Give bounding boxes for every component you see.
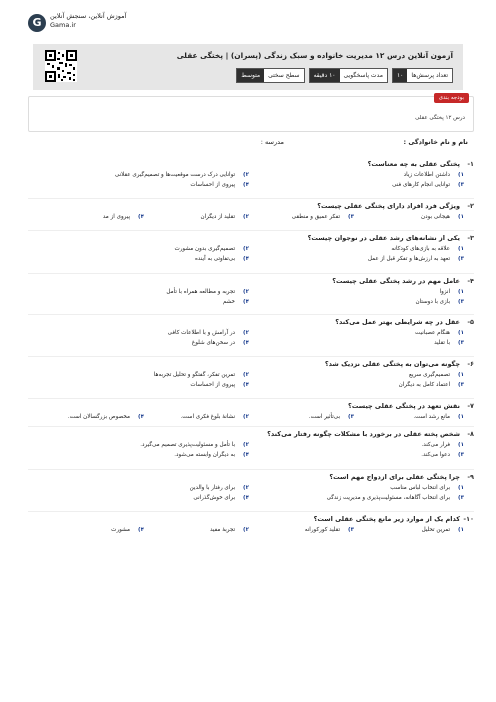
option-3[interactable] bbox=[327, 495, 464, 501]
question-divider bbox=[28, 356, 474, 357]
exam-title: آزمون آنلاین درس ۱۲ مدیریت خانواده و سبک زندگی (پسران) | پختگی عقلی bbox=[176, 51, 453, 60]
option-text: تمرین تحلیل bbox=[421, 527, 451, 533]
option-number: ۱) bbox=[458, 172, 464, 178]
option-number: ۱) bbox=[458, 330, 464, 336]
option-4[interactable] bbox=[111, 527, 144, 533]
option-number: ۳) bbox=[348, 414, 354, 420]
option-number: ۴) bbox=[243, 340, 249, 346]
option-number: ۱) bbox=[458, 214, 464, 220]
budget-badge: بودجه بندی bbox=[434, 93, 469, 103]
question-text: عامل مهم در رشد پختگی عقلی چیست؟ bbox=[332, 277, 460, 285]
option-4[interactable] bbox=[192, 340, 249, 346]
option-2[interactable] bbox=[190, 485, 249, 491]
question-divider bbox=[28, 273, 474, 274]
option-text: بی‌تأثیر است. bbox=[308, 414, 341, 420]
option-number: ۲) bbox=[243, 172, 249, 178]
option-number: ۲) bbox=[243, 414, 249, 420]
option-text: برای رفتار با والدین bbox=[189, 485, 236, 491]
option-text: پیروی از احساسات bbox=[190, 182, 236, 188]
option-text: تفکر عمیق و منطقی bbox=[291, 214, 341, 220]
question-number: ۵- bbox=[467, 318, 474, 326]
chip-question-count bbox=[392, 68, 453, 83]
option-4[interactable] bbox=[193, 495, 249, 501]
option-3[interactable] bbox=[399, 382, 464, 388]
question-divider bbox=[28, 398, 474, 399]
option-text: توانایی انجام کارهای فنی bbox=[392, 182, 451, 188]
option-1[interactable] bbox=[422, 527, 464, 533]
student-info-row bbox=[28, 138, 474, 150]
option-text: پیروی از مد bbox=[102, 214, 131, 220]
option-3[interactable] bbox=[415, 299, 464, 305]
option-2[interactable] bbox=[210, 527, 249, 533]
question-divider bbox=[28, 230, 474, 231]
question-text: چگونه می‌توان به پختگی عقلی نزدیک شد؟ bbox=[324, 360, 460, 368]
question-number: ۱- bbox=[467, 160, 474, 168]
question-number: ۱۰- bbox=[463, 515, 474, 523]
question-number: ۷- bbox=[467, 402, 474, 410]
question-text: یکی از نشانه‌های رشد عقلی در نوجوان چیست؟ bbox=[307, 234, 460, 242]
option-3[interactable] bbox=[305, 527, 354, 533]
question-number: ۸- bbox=[467, 430, 474, 438]
option-text: خشم bbox=[222, 299, 236, 305]
option-2[interactable] bbox=[174, 246, 249, 252]
option-number: ۳) bbox=[458, 452, 464, 458]
option-4[interactable] bbox=[174, 452, 249, 458]
option-number: ۳) bbox=[458, 495, 464, 501]
option-text: بی‌تفاوتی به آینده bbox=[195, 256, 236, 262]
option-2[interactable] bbox=[140, 442, 249, 448]
question-text: عقل در چه شرایطی بهتر عمل می‌کند؟ bbox=[335, 318, 460, 326]
option-text: اعتماد کامل به دیگران bbox=[398, 382, 451, 388]
option-text: توانایی درک درست موقعیت‌ها و تصمیم‌گیری عقلانی bbox=[114, 172, 236, 178]
brand-text bbox=[50, 12, 126, 30]
option-text: نشانهٔ بلوغ فکری است. bbox=[180, 414, 236, 420]
chip-label: مدت پاسخگویی bbox=[340, 69, 387, 82]
option-4[interactable] bbox=[195, 256, 249, 262]
option-2[interactable] bbox=[115, 172, 249, 178]
chip-value: متوسط bbox=[237, 69, 264, 82]
option-number: ۴) bbox=[243, 452, 249, 458]
option-number: ۲) bbox=[243, 246, 249, 252]
question-number: ۳- bbox=[467, 234, 474, 242]
option-text: تقلید کورکورانه bbox=[304, 527, 341, 533]
chip-value: ۱۰ bbox=[393, 69, 407, 82]
option-text: برای خوش‌گذرانی bbox=[193, 495, 236, 501]
option-3[interactable] bbox=[434, 340, 464, 346]
option-number: ۳) bbox=[458, 340, 464, 346]
option-number: ۴) bbox=[243, 182, 249, 188]
option-text: تعهد به ارزش‌ها و تفکر قبل از عمل bbox=[367, 256, 451, 262]
option-number: ۴) bbox=[243, 382, 249, 388]
option-2[interactable] bbox=[166, 289, 249, 295]
student-name-label: نام و نام خانوادگی : bbox=[403, 138, 468, 146]
option-text: انزوا bbox=[439, 289, 451, 295]
option-number: ۴) bbox=[243, 495, 249, 501]
option-number: ۱) bbox=[458, 246, 464, 252]
qr-code-icon bbox=[45, 50, 77, 82]
option-text: علاقه به بازی‌های کودکانه bbox=[391, 246, 451, 252]
option-4[interactable] bbox=[68, 414, 144, 420]
option-number: ۲) bbox=[243, 372, 249, 378]
option-number: ۳) bbox=[458, 256, 464, 262]
question-text: چرا پختگی عقلی برای ازدواج مهم است؟ bbox=[329, 473, 460, 481]
option-number: ۲) bbox=[243, 330, 249, 336]
option-text: مخصوص بزرگسالان است. bbox=[67, 414, 131, 420]
option-number: ۳) bbox=[348, 214, 354, 220]
option-1[interactable] bbox=[390, 485, 464, 491]
option-text: تقلید از دیگران bbox=[200, 214, 236, 220]
question-text: کدام یک از موارد زیر مانع پختگی عقلی است؟ bbox=[313, 515, 460, 523]
option-number: ۳) bbox=[458, 182, 464, 188]
option-4[interactable] bbox=[103, 214, 144, 220]
option-text: برای انتخاب آگاهانه، مسئولیت‌پذیری و مدیریت زندگی bbox=[326, 495, 451, 501]
option-number: ۴) bbox=[138, 214, 144, 220]
option-text: با تأمل و مسئولیت‌پذیری تصمیم می‌گیرد. bbox=[140, 442, 236, 448]
question-divider bbox=[28, 314, 474, 315]
option-1[interactable] bbox=[404, 172, 464, 178]
option-text: بازی با دوستان bbox=[415, 299, 451, 305]
option-2[interactable] bbox=[168, 330, 249, 336]
option-number: ۲) bbox=[243, 442, 249, 448]
brand-tagline: آموزش آنلاین، سنجش آنلاین bbox=[50, 12, 127, 20]
exam-meta-chips bbox=[236, 68, 453, 83]
option-number: ۱) bbox=[458, 289, 464, 295]
option-number: ۴) bbox=[138, 527, 144, 533]
option-text: تصمیم‌گیری بدون مشورت bbox=[174, 246, 236, 252]
question-number: ۶- bbox=[467, 360, 474, 368]
option-number: ۳) bbox=[348, 527, 354, 533]
chip-duration bbox=[309, 68, 388, 83]
option-number: ۲) bbox=[243, 289, 249, 295]
option-2[interactable] bbox=[200, 214, 249, 220]
question-text: پختگی عقلی به چه معناست؟ bbox=[367, 160, 460, 168]
question-divider bbox=[28, 426, 474, 427]
option-3[interactable] bbox=[392, 182, 464, 188]
gama-logo-icon: G bbox=[28, 14, 46, 32]
option-text: برای انتخاب لباس مناسب bbox=[390, 485, 451, 491]
exam-header bbox=[33, 44, 463, 90]
option-3[interactable] bbox=[368, 256, 464, 262]
option-4[interactable] bbox=[223, 299, 249, 305]
option-1[interactable] bbox=[415, 330, 464, 336]
option-3[interactable] bbox=[292, 214, 354, 220]
question-text: نقش تعهد در پختگی عقلی چیست؟ bbox=[348, 402, 460, 410]
option-text: تجربه و مطالعه همراه با تأمل bbox=[166, 289, 236, 295]
option-number: ۲) bbox=[243, 527, 249, 533]
option-number: ۴) bbox=[243, 299, 249, 305]
brand-site: Gama.ir bbox=[50, 21, 76, 29]
option-text: تمرین تفکر، گفتگو و تحلیل تجربه‌ها bbox=[153, 372, 236, 378]
option-number: ۲) bbox=[243, 214, 249, 220]
option-text: تجربهٔ مفید bbox=[209, 527, 236, 533]
option-4[interactable] bbox=[190, 382, 249, 388]
option-1[interactable] bbox=[391, 246, 464, 252]
option-number: ۴) bbox=[138, 414, 144, 420]
chip-label: تعداد پرسش‌ها bbox=[407, 69, 452, 82]
option-text: مشورت bbox=[111, 527, 131, 533]
option-1[interactable] bbox=[409, 372, 464, 378]
option-2[interactable] bbox=[154, 372, 249, 378]
chip-label: سطح سختی bbox=[264, 69, 303, 82]
option-text: داشتن اطلاعات زیاد bbox=[403, 172, 451, 178]
option-number: ۱) bbox=[458, 372, 464, 378]
budget-line: درس ۱۲ پختگی عقلی bbox=[415, 115, 465, 121]
option-number: ۱) bbox=[458, 442, 464, 448]
option-3[interactable] bbox=[421, 452, 464, 458]
question-divider bbox=[28, 198, 474, 199]
option-text: در سخن‌های شلوغ bbox=[191, 340, 236, 346]
question-divider bbox=[28, 469, 474, 470]
question-number: ۴- bbox=[467, 277, 474, 285]
option-text: مانع رشد است. bbox=[413, 414, 451, 420]
option-text: هنگام عصبانیت bbox=[415, 330, 451, 336]
option-text: در آرامش و با اطلاعات کافی bbox=[167, 330, 236, 336]
option-number: ۳) bbox=[458, 299, 464, 305]
option-number: ۴) bbox=[243, 256, 249, 262]
option-text: به دیگران وابسته می‌شود. bbox=[174, 452, 236, 458]
option-number: ۱) bbox=[458, 485, 464, 491]
option-3[interactable] bbox=[309, 414, 354, 420]
brand-bar bbox=[28, 8, 468, 42]
option-text: دعوا می‌کند. bbox=[421, 452, 451, 458]
chip-value: ۱۰ دقیقه bbox=[310, 69, 340, 82]
question-number: ۲- bbox=[467, 202, 474, 210]
question-number: ۹- bbox=[467, 473, 474, 481]
question-text: ویژگی فرد افراد دارای پختگی عقلی چیست؟ bbox=[317, 202, 460, 210]
budget-box bbox=[28, 96, 474, 132]
option-text: پیروی از احساسات bbox=[190, 382, 236, 388]
option-1[interactable] bbox=[421, 442, 464, 448]
option-2[interactable] bbox=[180, 414, 249, 420]
option-number: ۲) bbox=[243, 485, 249, 491]
option-number: ۳) bbox=[458, 382, 464, 388]
question-divider bbox=[28, 511, 474, 512]
option-text: هیجانی بودن bbox=[421, 214, 451, 220]
question-text: شخص پخته عقلی در برخورد با مشکلات چگونه رفتار می‌کند؟ bbox=[267, 430, 460, 438]
option-text: فرار می‌کند. bbox=[421, 442, 451, 448]
chip-difficulty bbox=[236, 68, 304, 83]
option-1[interactable] bbox=[440, 289, 464, 295]
option-number: ۱) bbox=[458, 527, 464, 533]
school-label: مدرسه : bbox=[260, 138, 284, 146]
option-text: با تقلید bbox=[434, 340, 451, 346]
option-1[interactable] bbox=[413, 414, 464, 420]
option-4[interactable] bbox=[190, 182, 249, 188]
option-number: ۱) bbox=[458, 414, 464, 420]
option-text: تصمیم‌گیری سریع bbox=[409, 372, 451, 378]
option-1[interactable] bbox=[421, 214, 464, 220]
